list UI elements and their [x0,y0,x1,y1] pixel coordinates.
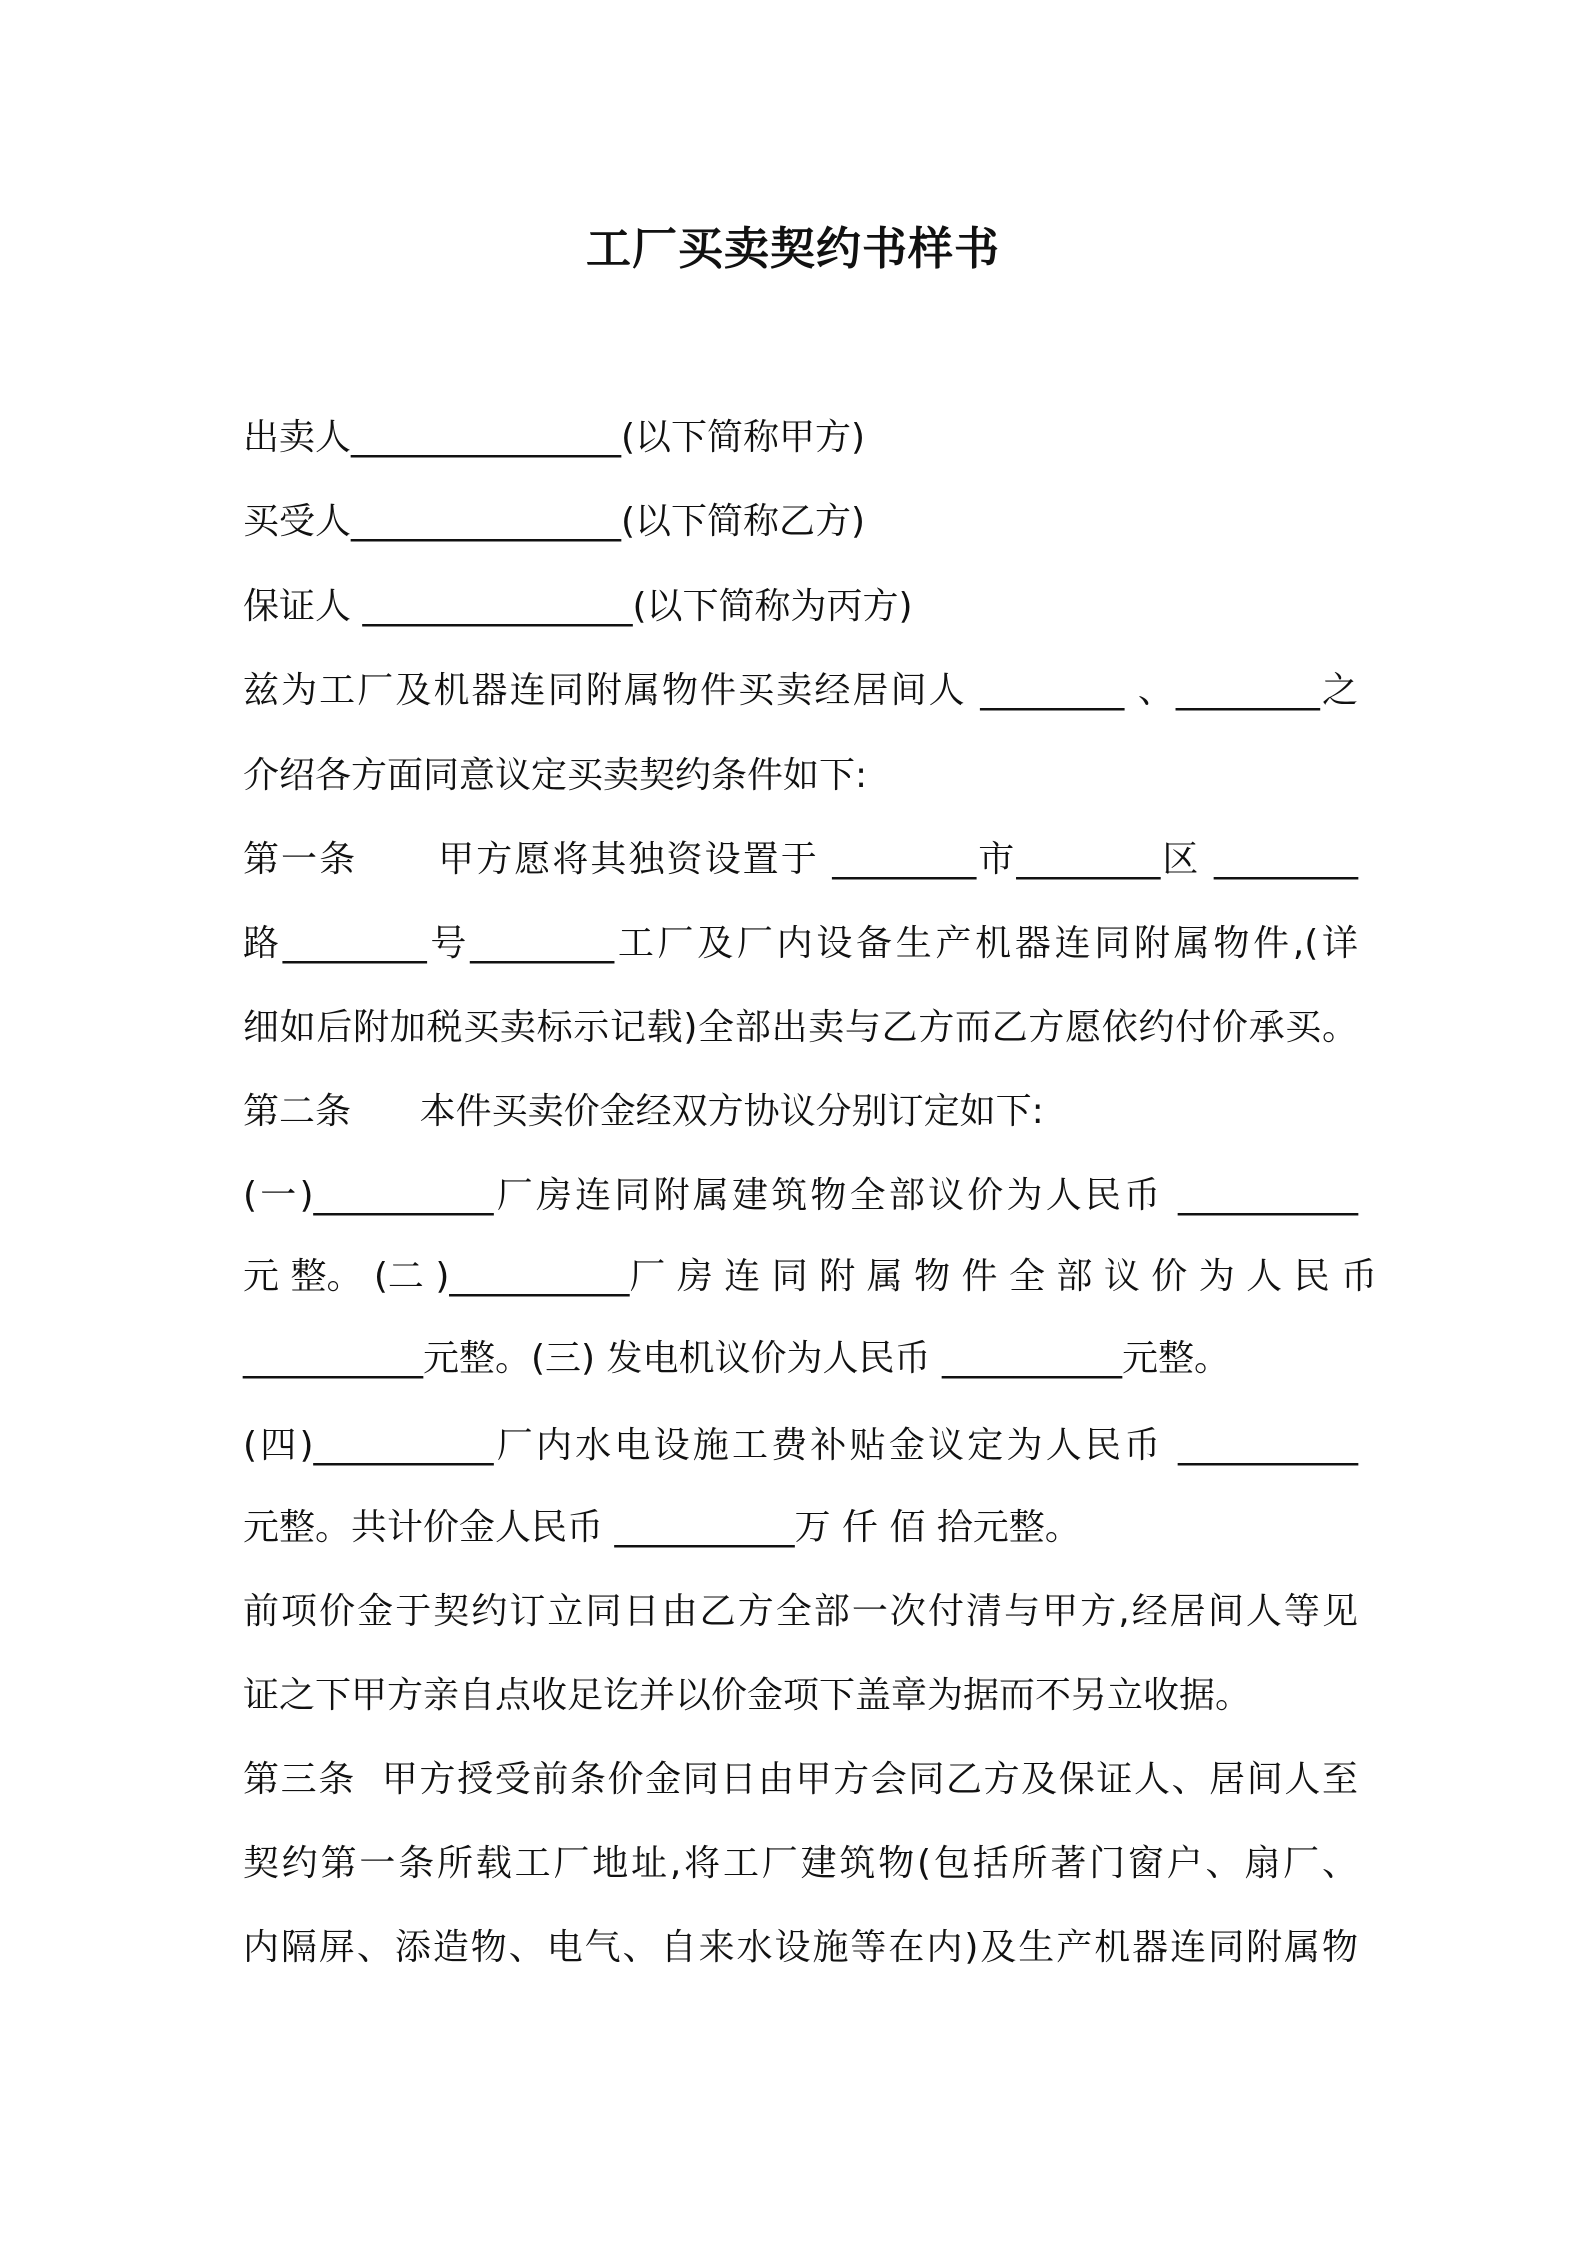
payment-clause-line-2: 证之下甲方亲自点收足讫并以价金项下盖章为据而不另立收据。 [243,1675,1252,1716]
article-2-item-4: (四)__________厂内水电设施工费补贴金议定为人民币 __________ [243,1425,1358,1466]
article-2-item-2: 元 整。 (二 )__________厂 房 连 同 附 属 物 件 全 部 议 价 为 人 民 币 [243,1256,1378,1297]
article-2-total: 元整。共计价金人民币 __________万 仟 佰 拾元整。 [243,1507,1081,1548]
preamble-line-2: 介绍各方面同意议定买卖契约条件如下: [243,755,868,796]
article-2-item-1: (一)__________厂房连同附属建筑物全部议价为人民币 __________ [243,1175,1358,1216]
article-2-item-3: __________元整。(三) 发电机议价为人民币 __________元整。 [243,1338,1230,1379]
buyer-line: 买受人_______________(以下简称乙方) [243,501,866,542]
article-2-heading: 第二条 本件买卖价金经双方协议分别订定如下: [243,1091,1044,1132]
article-3-line-2: 契约第一条所载工厂地址,将工厂建筑物(包括所著门窗户、扇厂、 [243,1843,1358,1884]
guarantor-line: 保证人 _______________(以下简称为丙方) [243,586,913,627]
article-3-line-1: 第三条 甲方授受前条价金同日由甲方会同乙方及保证人、居间人至 [243,1759,1358,1800]
seller-line: 出卖人_______________(以下简称甲方) [243,417,866,458]
article-1-line-3: 细如后附加税买卖标示记载)全部出卖与乙方而乙方愿依约付价承买。 [243,1007,1358,1048]
payment-clause-line-1: 前项价金于契约订立同日由乙方全部一次付清与甲方,经居间人等见 [243,1591,1358,1632]
article-3-line-3: 内隔屏、添造物、电气、自来水设施等在内)及生产机器连同附属物 [243,1927,1358,1968]
article-1-line-2: 路________号________工厂及厂内设备生产机器连同附属物件,(详 [243,923,1358,964]
preamble-line-1: 兹为工厂及机器连同附属物件买卖经居间人 ________ 、________之 [243,670,1358,711]
article-1-line-1: 第一条 甲方愿将其独资设置于 ________市________区 ________ [243,839,1358,880]
document-title: 工厂买卖契约书样书 [585,222,1000,275]
